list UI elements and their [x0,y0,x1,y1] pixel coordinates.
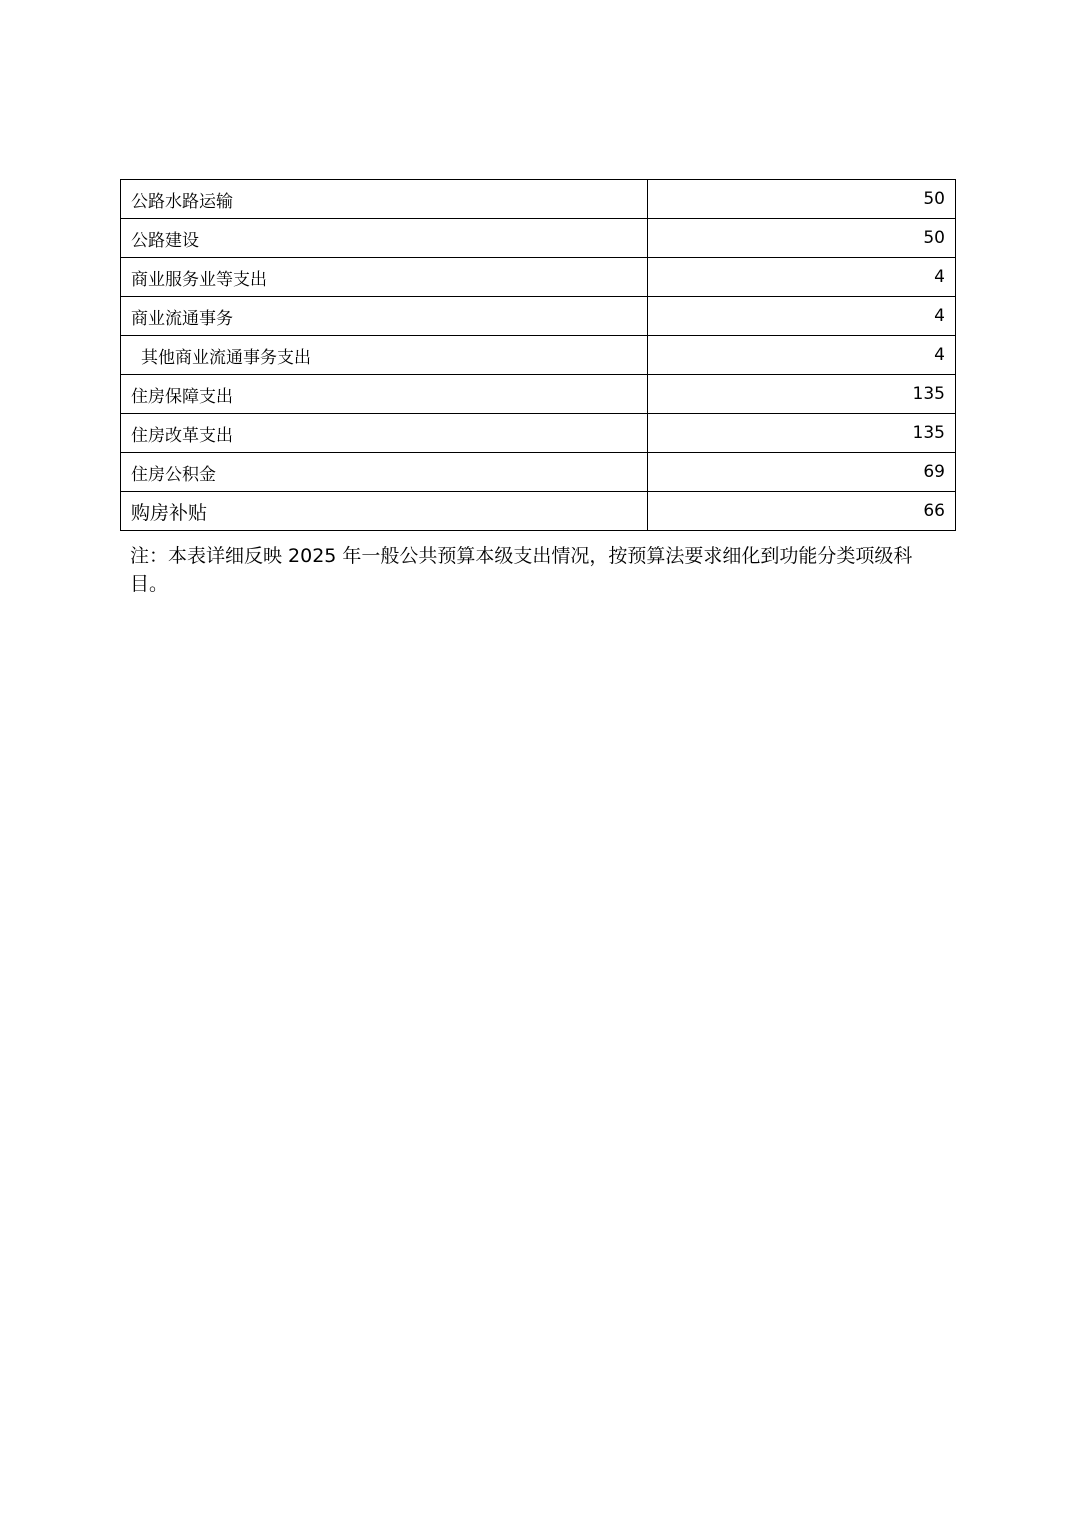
item-name: 购房补贴 [121,492,648,531]
item-name: 商业流通事务 [121,297,648,336]
table-row [121,336,956,375]
item-amount: 50 [648,180,956,219]
item-name: 公路水路运输 [121,180,648,219]
table-row [121,258,956,297]
item-name: 住房保障支出 [121,375,648,414]
item-amount: 66 [648,492,956,531]
item-amount: 4 [648,258,956,297]
item-name: 其他商业流通事务支出 [121,336,648,375]
item-amount: 135 [648,414,956,453]
item-amount: 50 [648,219,956,258]
item-name: 住房公积金 [121,453,648,492]
item-name: 住房改革支出 [121,414,648,453]
table-row [121,180,956,219]
table-row [121,453,956,492]
table-row [121,492,956,531]
item-amount: 4 [648,297,956,336]
table-row [121,375,956,414]
item-amount: 4 [648,336,956,375]
item-amount: 69 [648,453,956,492]
item-name: 商业服务业等支出 [121,258,648,297]
table-note: 注：本表详细反映 2025 年一般公共预算本级支出情况，按预算法要求细化到功能分类项级科目。 [130,545,913,595]
table-row [121,414,956,453]
item-amount: 135 [648,375,956,414]
item-name: 公路建设 [121,219,648,258]
table-row [121,219,956,258]
table-row [121,297,956,336]
budget-expenditure-table [120,179,956,531]
